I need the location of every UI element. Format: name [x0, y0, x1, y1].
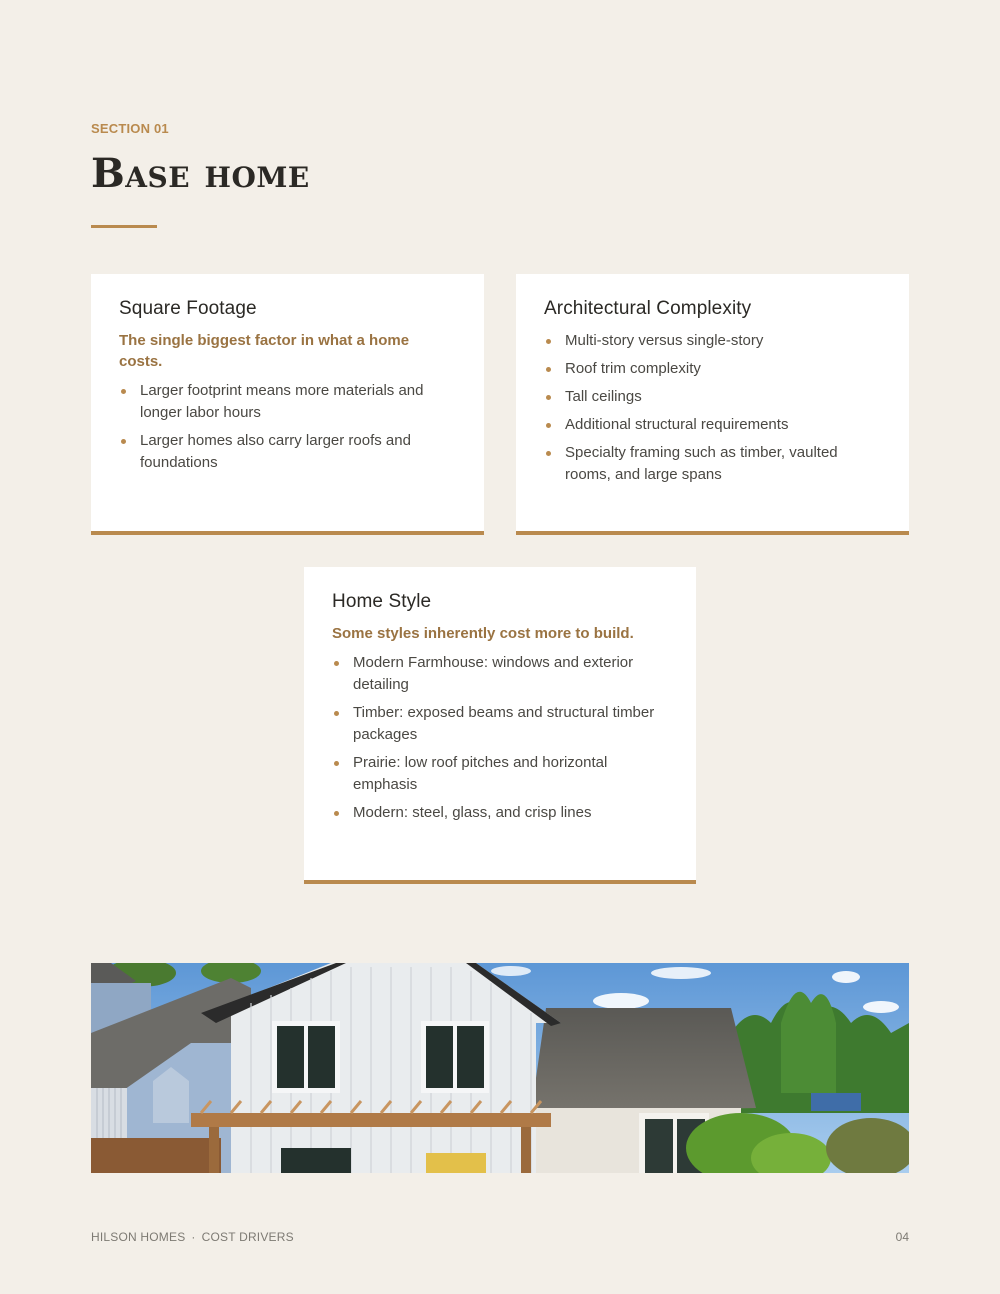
footer-left: [91, 1230, 294, 1244]
card-square-footage: [91, 274, 484, 535]
bullet-icon: [334, 761, 339, 766]
list-item: Larger homes also carry larger roofs and foundations: [119, 430, 456, 474]
bullet-icon: [334, 661, 339, 666]
footer-brand: HILSON HOMES: [91, 1230, 186, 1244]
list-item: Prairie: low roof pitches and horizontal emphasis: [332, 752, 668, 796]
title-divider: [91, 225, 157, 228]
list-item: Specialty framing such as timber, vaulted rooms, and large spans: [544, 442, 881, 486]
card-home-style: [304, 567, 696, 884]
card-list: [544, 330, 881, 486]
bullet-icon: [334, 811, 339, 816]
footer-separator: ·: [191, 1230, 196, 1244]
bullet-icon: [546, 395, 551, 400]
card-lead: The single biggest factor in what a home costs.: [119, 332, 410, 370]
card-architectural-complexity: [516, 274, 909, 535]
bullet-icon: [334, 711, 339, 716]
list-item: Multi-story versus single-story: [544, 330, 881, 352]
list-item: Timber: exposed beams and structural timber packages: [332, 702, 668, 746]
footer-section: COST DRIVERS: [201, 1230, 294, 1244]
list-item: Roof trim complexity: [544, 358, 881, 380]
page-title: Base home: [91, 150, 310, 197]
house-photo: [91, 963, 909, 1173]
bullet-icon: [546, 451, 551, 456]
bullet-icon: [121, 439, 126, 444]
list-item: Modern Farmhouse: windows and exterior detailing: [332, 652, 668, 696]
list-item: Larger footprint means more materials and longer labor hours: [119, 380, 456, 424]
card-list: [119, 380, 456, 474]
card-title: Architectural Complexity: [544, 298, 752, 319]
bullet-icon: [546, 423, 551, 428]
bullet-icon: [546, 339, 551, 344]
card-title: Home Style: [332, 591, 432, 612]
section-eyebrow: SECTION 01: [91, 121, 169, 136]
list-item: Additional structural requirements: [544, 414, 881, 436]
card-title: Square Footage: [119, 298, 257, 319]
page-number: 04: [895, 1230, 909, 1244]
card-lead: Some styles inherently cost more to build.: [332, 625, 634, 642]
list-item: Modern: steel, glass, and crisp lines: [332, 802, 668, 824]
bullet-icon: [546, 367, 551, 372]
list-item: Tall ceilings: [544, 386, 881, 408]
card-list: [332, 652, 668, 824]
bullet-icon: [121, 389, 126, 394]
